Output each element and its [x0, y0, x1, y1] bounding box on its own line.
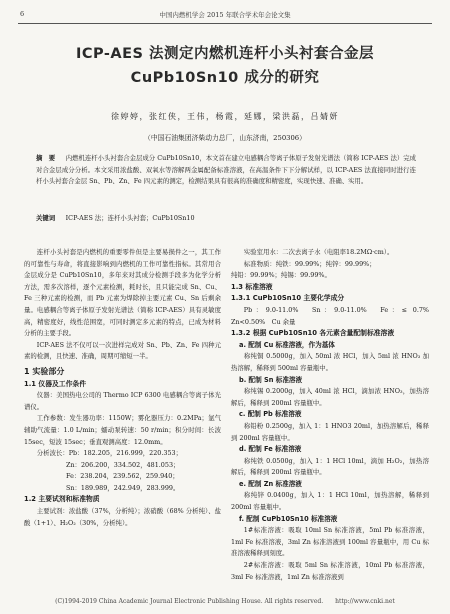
wavelength-sn: Sn：189.989，242.949，283.999。: [66, 483, 180, 492]
paper-title-line-1: ICP-AES 法测定内燃机连杆小头衬套合金层: [75, 46, 375, 62]
intro-paragraph-2: ICP-AES 法不仅可以一次进样完成对 Sn、Pb、Zn、Fe 四种元素的检测，且快速、准确，周期可缩短一半。: [24, 340, 221, 361]
subheading-c: c. 配制 Pb 标准溶液: [239, 410, 302, 419]
paragraph-d: 称纯铁 0.0500g，加入 1：1 HCl 10ml，滴加 H₂O₂，加热溶解后，稀释到 200ml 容量瓶中。: [231, 456, 429, 477]
section-heading-1-2: 1.2 主要试剂和标准物质: [24, 495, 100, 504]
section-heading-1: 1 实验部分: [24, 366, 65, 376]
paragraph-f-1: 1#标准溶液：吸取 10ml Sn 标准溶液，5ml Pb 标准溶液，1ml Fe 标准溶液，3ml Zn 标准溶液到 100ml 容量瓶中，用 Cu 标准溶液稀释到刻度。: [231, 526, 429, 558]
copyright-footer: (C)1994-2019 China Academic Journal Electronic Publishing House. All rights reserved. http://www.cnki.net: [55, 598, 395, 605]
wavelength-fe: Fe：238.204，239.562，259.940；: [66, 472, 179, 481]
page-number: 6: [20, 10, 25, 18]
composition-line: Pb：9.0-11.0% Sn：9.0-11.0% Fe：≤ 0.7% Zn<0.50% Cu 余量: [231, 305, 436, 326]
paragraph-f-2: 2#标准溶液：吸取 5ml Sn 标准溶液，10ml Pb 标准溶液，3ml Fe 标准溶液，1ml Zn 标准溶液到: [231, 561, 429, 581]
wavelength-zn: Zn：206.200，334.502，481.053；: [66, 460, 180, 469]
paper-title-line-2: CuPb10Sn10 成分的研究: [130, 70, 320, 86]
standards-line-1: 标准物质：纯铁：99.99%；纯锌：99.99%；: [243, 259, 376, 268]
abstract: [36, 153, 416, 188]
subheading-a: a. 配制 Cu 标准溶液，作为基体: [239, 340, 335, 349]
paragraph-c: 称铅粉 0.2500g，加入 1：1 HNO3 20ml，加热溶解后，稀释到 200ml 容量瓶中。: [231, 421, 429, 442]
subheading-e: e. 配制 Zn 标准溶液: [239, 479, 302, 488]
wavelength-pb: 分析波长：Pb：182.205，216.999，220.353；: [36, 449, 182, 458]
affiliation: （中国石油集团济柴动力总厂，山东济南，250306）: [144, 134, 306, 142]
instrument-paragraph: 仪器：美国热电公司的 Thermo ICP 6300 电感耦合等离子体光谱仪。: [24, 391, 221, 411]
keywords-label: 关键词: [36, 214, 56, 222]
journal-title: 中国内燃机学会 2015 年联合学术年会论文集: [159, 11, 291, 19]
subheading-f: f. 配制 CuPb10Sn10 标准溶液: [239, 514, 338, 523]
parameters-paragraph: 工作参数：发生器功率：1150W；雾化器压力：0.2MPa；氩气辅助气流量：1.0 L/min；蠕动泵转速：50 r/min；积分时间：长波 15sec，短波 15sec；垂直观测高度：12.0mm。: [24, 414, 221, 446]
reagents-paragraph: 主要试剂：浓盐酸（37%，分析纯）；浓硝酸（68% 分析纯）、盐酸（1+1）、H₂O₂（30%，分析纯）。: [24, 507, 221, 527]
left-column: [24, 247, 221, 529]
section-heading-1-3-1: 1.3.1 CuPb10Sn10 主要化学成分: [231, 294, 345, 303]
section-heading-1-3: 1.3 标准溶液: [231, 282, 273, 291]
keywords: [36, 213, 195, 222]
section-heading-1-1: 1.1 仪器及工作条件: [24, 379, 86, 388]
header-rule: [18, 23, 432, 24]
subheading-b: b. 配制 Sn 标准溶液: [239, 375, 303, 384]
author-list: 徐婷婷，张红侠，王伟，杨霞，延娜，梁洪磊，吕婧妍: [111, 112, 339, 121]
abstract-label: 摘 要: [36, 154, 56, 162]
paragraph-e: 称纯锌 0.0400g，加入 1：1 HCl 10ml，加热溶解，稀释到 200ml 容量瓶中。: [231, 491, 429, 512]
standards-line-2: 纯铅：99.99%；纯锡：99.99%。: [231, 271, 331, 280]
water-paragraph: 实验室用水：二次去离子水（电阻率18.2MΩ·cm）。: [243, 248, 394, 256]
paragraph-a: 称纯铜 0.5000g，加入 50ml 浓 HCl，加入 5ml 浓 HNO₃ 加热溶解，稀释到 500ml 容量瓶中。: [231, 352, 429, 372]
section-heading-1-3-2: 1.3.2 根据 CuPb10Sn10 各元素含量配制标准溶液: [231, 329, 395, 338]
right-column: [231, 247, 436, 583]
paragraph-b: 称纯锡 0.2000g，加入 40ml 浓 HCl，滴加浓 HNO₃，加热溶解后，稀释到 200ml 容量瓶中。: [231, 387, 429, 407]
abstract-text: 内燃机连杆小头衬套合金层成分 CuPb10Sn10，本文首在建立电感耦合等离子体原子发射光谱法（简称 ICP-AES 法）完成对合金层成分分析。本文采用浓盐酸、双氧水等溶解两金属配备标准溶液，在高温条件下下分解试样，以 ICP-AES 法直接同时进行连杆小头衬套合金层 Sn、Pb、Zn、Fe 四元素的测定，检测结果具有很高的准确度和精密度，实现快速、准确、实用。: [36, 154, 417, 186]
intro-paragraph-1: 连杆小头衬套是内燃机的重要零件但是主要易损件之一，其工作的可靠性与寿命，将直接影响到内燃机的工作可靠性指标。其常用合金层成分是 CuPb10Sn10，多年来对其成分检测手段多为化学分析方法，需多次溶样，逐个元素检测，耗时长，且只能完成 Sn、Cu、Fe 三种元素的检测，而 Pb 元素为焊除掉主要元素 Cu、Sn 后剩余量。电感耦合等离子体原子发射光谱法（简称 ICP-AES）具有灵敏度高，精密度好，线性范围宽，可同时测定多元素的特点，已成为材料分析的主要手段。: [24, 248, 221, 338]
keywords-text: ICP-AES 法；连杆小头衬套；CuPb10Sn10: [65, 214, 195, 222]
subheading-d: d. 配制 Fe 标准溶液: [239, 445, 302, 454]
